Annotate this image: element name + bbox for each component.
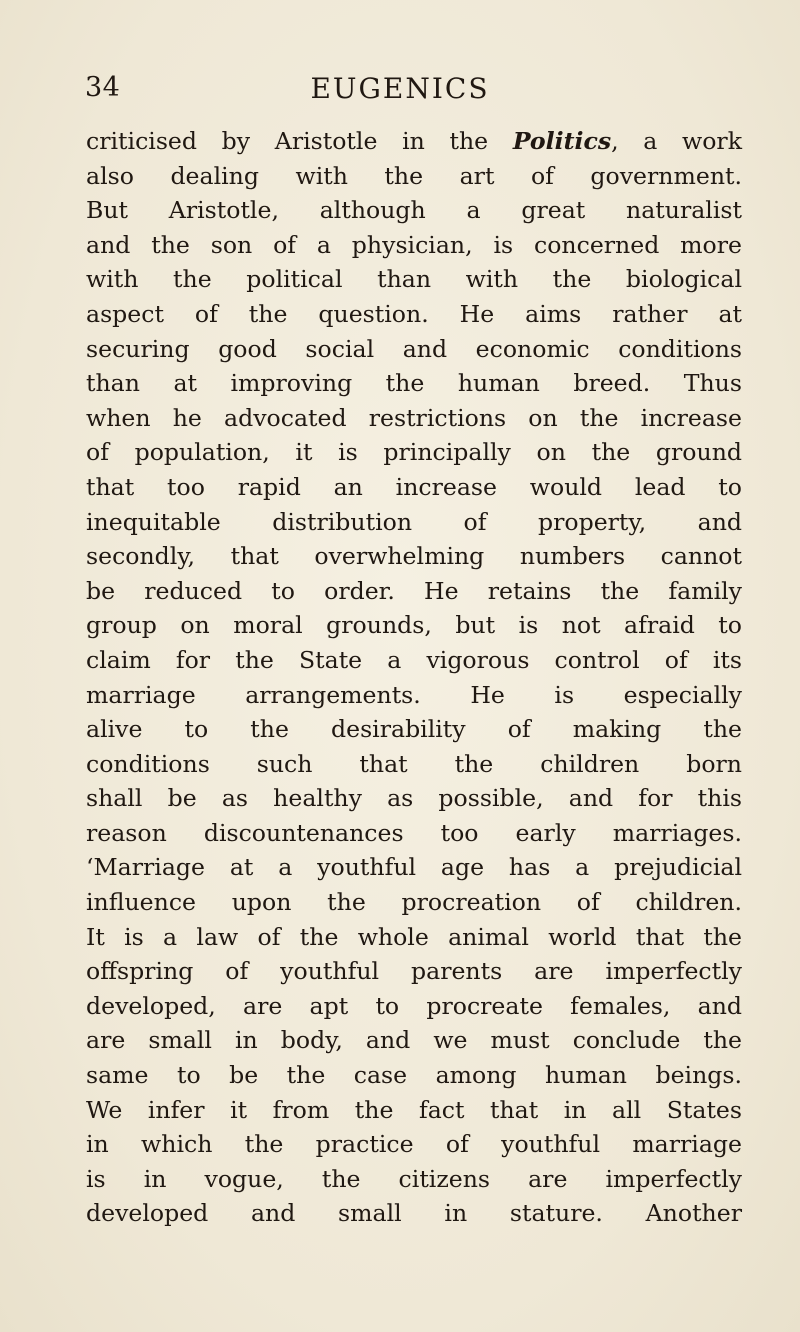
text-line: It is a law of the whole animal world that the: [86, 922, 742, 951]
text-segment: criticised by Aristotle in the: [86, 127, 513, 155]
text-line: in which the practice of youthful marriage: [86, 1130, 742, 1159]
text-line: and the son of a physician, is concerned more: [86, 230, 742, 259]
text-line: when he advocated restrictions on the increase: [86, 403, 742, 432]
running-head: [0, 72, 800, 112]
text-line: We infer it from the fact that in all States: [86, 1095, 742, 1124]
text-line: that too rapid an increase would lead to: [86, 472, 742, 501]
text-line: claim for the State a vigorous control of its: [86, 645, 742, 674]
text-line: with the political than with the biological: [86, 265, 742, 294]
text-line: group on moral grounds, but is not afraid to: [86, 611, 742, 640]
text-line: same to be the case among human beings.: [86, 1061, 742, 1090]
text-line: also dealing with the art of government.: [86, 161, 742, 190]
text-segment: , a work: [611, 127, 742, 155]
text-line: aspect of the question. He aims rather at: [86, 299, 742, 328]
text-line: secondly, that overwhelming numbers cannot: [86, 542, 742, 571]
text-line: marriage arrangements. He is especially: [86, 680, 742, 709]
italic-title: Politics: [512, 127, 612, 155]
text-line: shall be as healthy as possible, and for this: [86, 784, 742, 813]
text-line: inequitable distribution of property, and: [86, 507, 742, 536]
running-title: EUGENICS: [310, 72, 490, 105]
text-line: is in vogue, the citizens are imperfectly: [86, 1164, 742, 1193]
text-line: are small in body, and we must conclude the: [86, 1026, 742, 1055]
text-line: of population, it is principally on the ground: [86, 438, 742, 467]
body-text: [86, 124, 742, 1231]
text-line: ‘Marriage at a youthful age has a prejudicial: [86, 853, 742, 882]
text-line: alive to the desirability of making the: [86, 715, 742, 744]
text-line: developed and small in stature. Another: [86, 1199, 742, 1228]
text-line: be reduced to order. He retains the family: [86, 576, 742, 605]
text-line: developed, are apt to procreate females, and: [86, 991, 742, 1020]
text-line: than at improving the human breed. Thus: [86, 369, 742, 398]
text-line: But Aristotle, although a great naturalist: [86, 196, 742, 225]
text-line: influence upon the procreation of children.: [86, 888, 742, 917]
text-line: conditions such that the children born: [86, 749, 742, 778]
text-line: [86, 124, 742, 159]
page-number: 34: [85, 72, 121, 103]
text-line: reason discountenances too early marriages.: [86, 818, 742, 847]
text-line: securing good social and economic conditions: [86, 334, 742, 363]
text-line: offspring of youthful parents are imperfectly: [86, 957, 742, 986]
